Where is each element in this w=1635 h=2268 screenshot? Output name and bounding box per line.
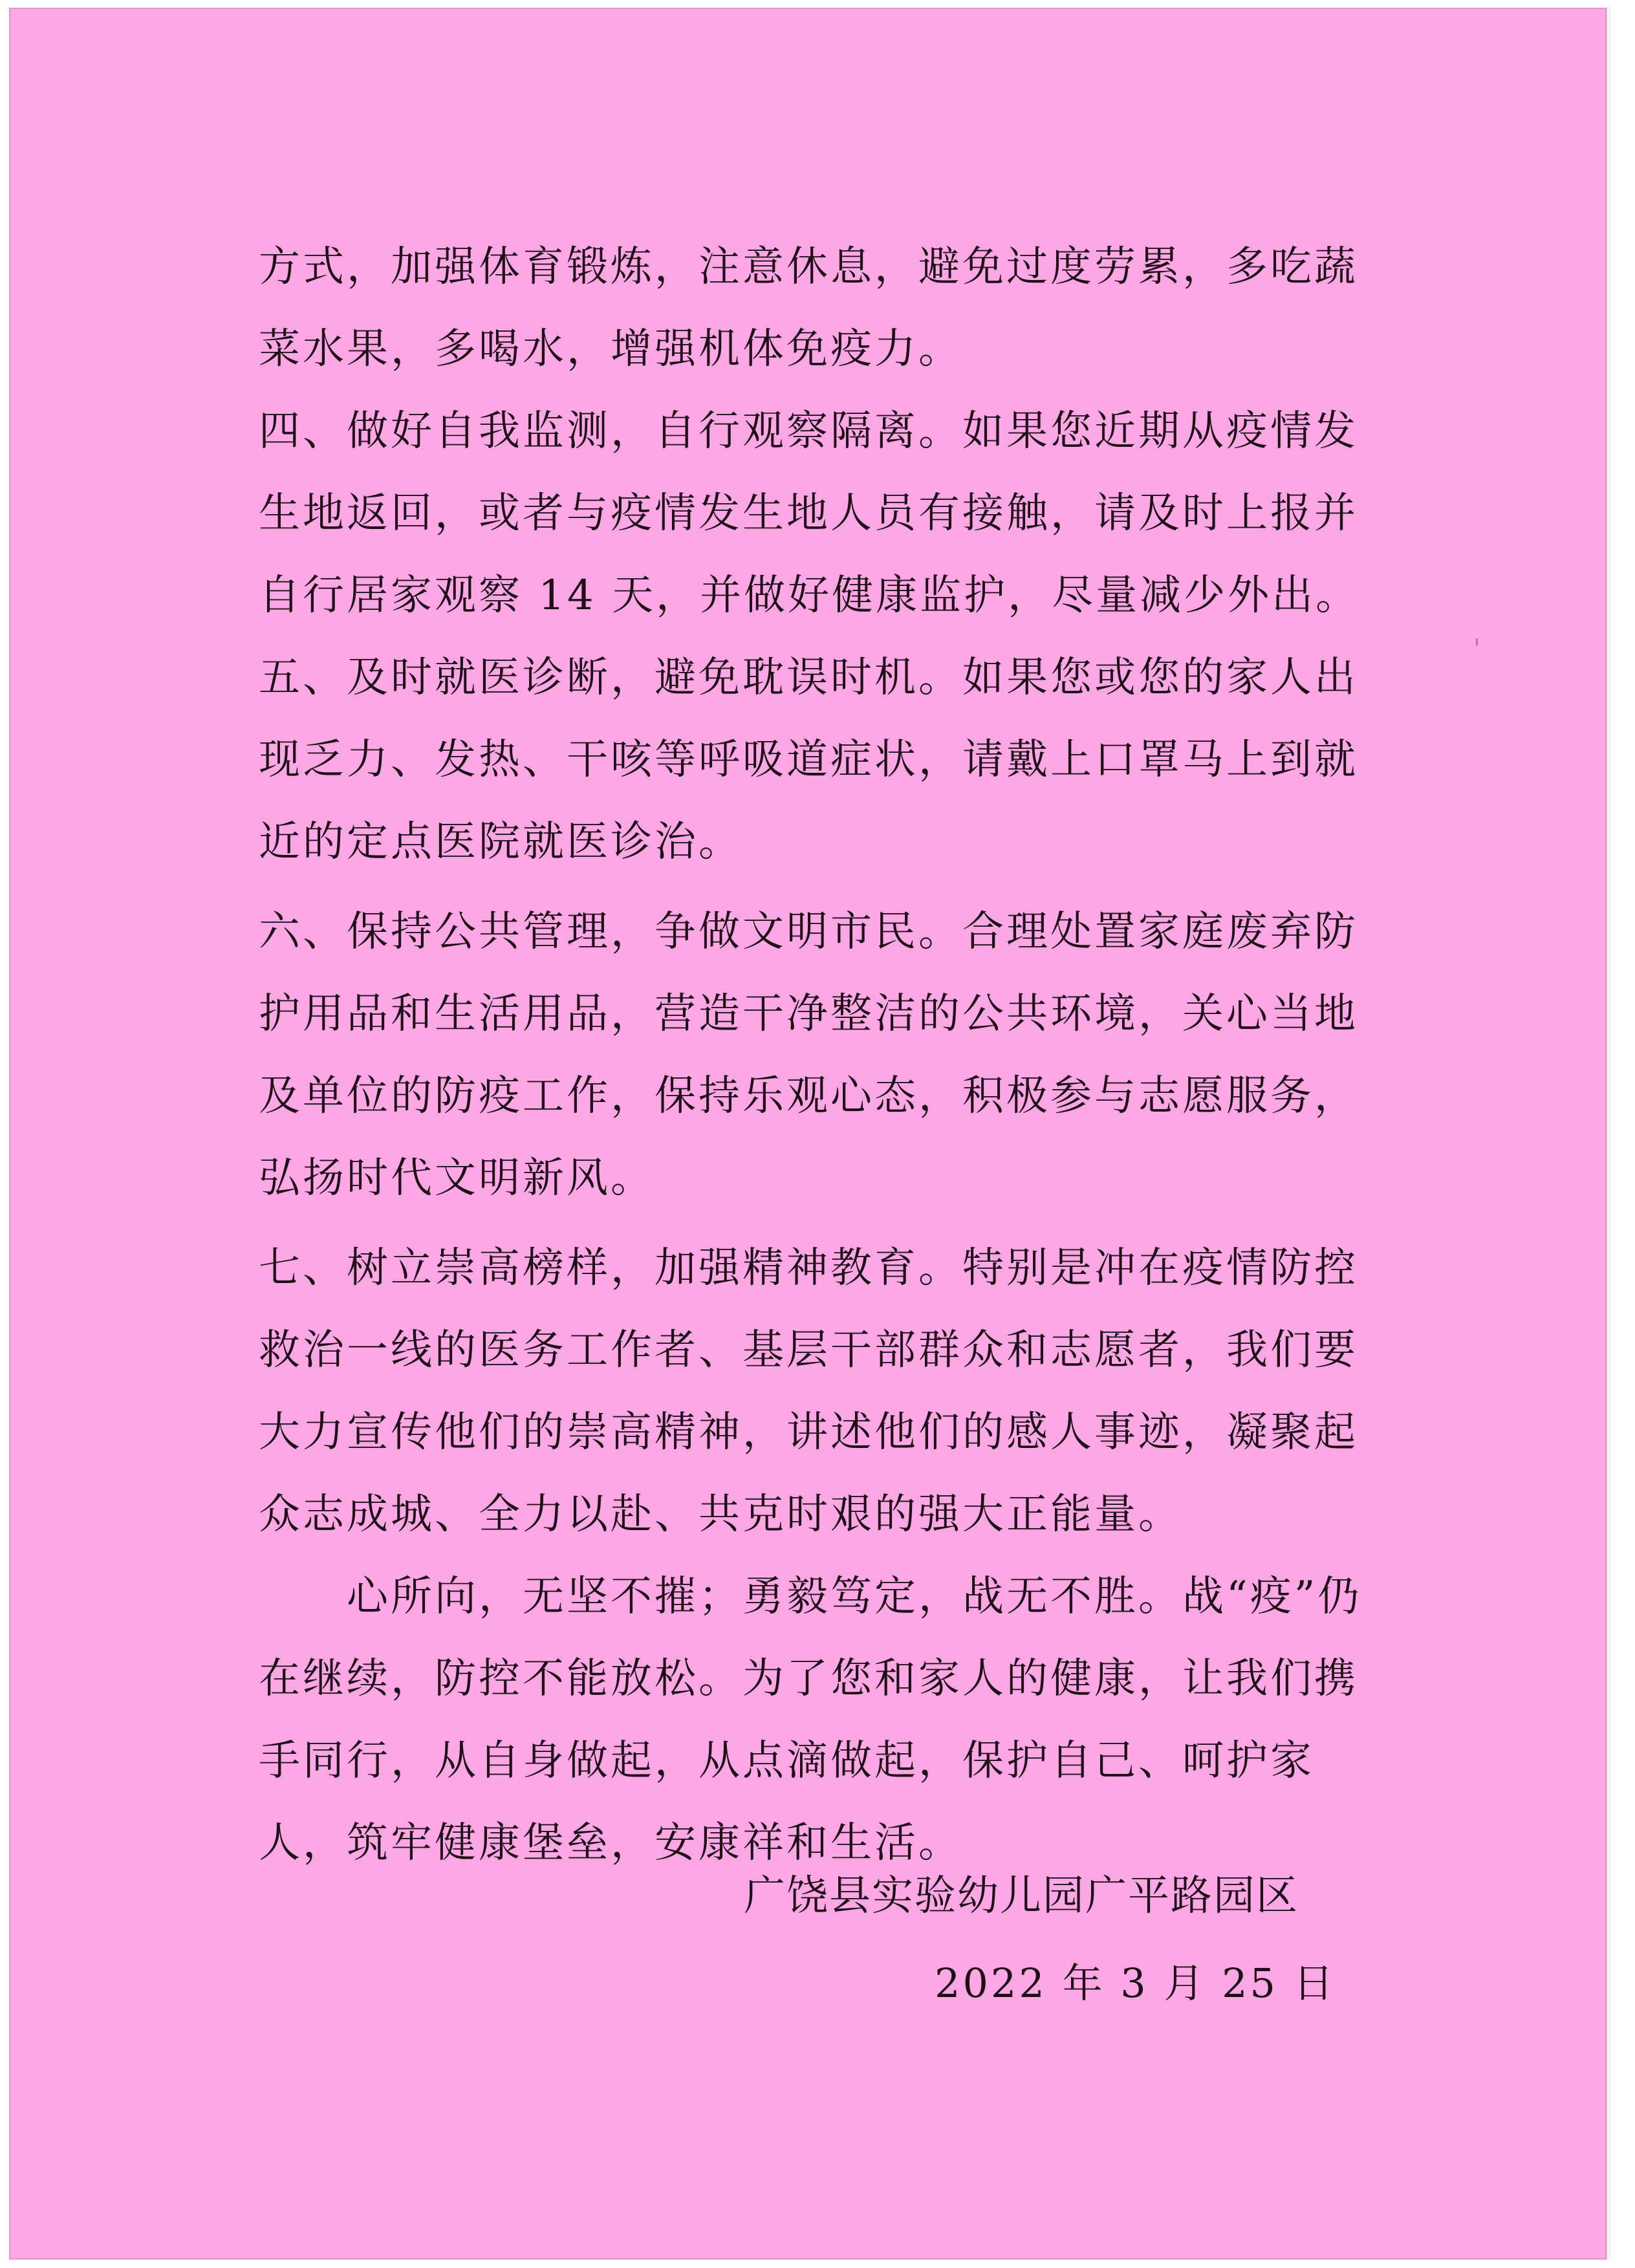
paragraph-health-habits: 方式，加强体育锻炼，注意休息，避免过度劳累，多吃蔬菜水果，多喝水，增强机体免疫力。 <box>259 243 1358 373</box>
paragraph-role-models: 七、树立崇高榜样，加强精神教育。特别是冲在疫情防控救治一线的医务工作者、基层干部群众和志愿者，我们要大力宣传他们的崇高精神，讲述他们的感人事迹，凝聚起众志成城、全力以赴、共克时艰的强大正能量。 <box>259 1244 1358 1539</box>
paragraph-self-monitoring: 四、做好自我监测，自行观察隔离。如果您近期从疫情发生地返回，或者与疫情发生地人员有接触，请及时上报并自行居家观察 14 天，并做好健康监护，尽量减少外出。 <box>259 407 1360 620</box>
paragraph-closing: 心所向，无坚不摧；勇毅笃定，战无不胜。战“疫”仍在继续，防控不能放松。为了您和家人的健康，让我们携手同行，从自身做起，从点滴做起，保护自己、呵护家人，筑牢健康堡垒，安康祥和生活。 <box>259 1573 1362 1867</box>
scan-edge <box>1607 8 1611 2260</box>
signature-date: 2022 年 3 月 25 日 <box>935 1960 1336 2007</box>
paragraph-seek-medical-care: 五、及时就医诊断，避免耽误时机。如果您或您的家人出现乏力、发热、干咳等呼吸道症状，请戴上口罩马上到就近的定点医院就医诊治。 <box>259 654 1358 866</box>
body-text <box>259 226 1397 1885</box>
scan-speck <box>1476 638 1478 645</box>
signature-organization: 广饶县实验幼儿园广平路园区 <box>744 1872 1299 1920</box>
paragraph-public-management: 六、保持公共管理，争做文明市民。合理处置家庭废弃防护用品和生活用品，营造干净整洁的公共环境，关心当地及单位的防疫工作，保持乐观心态，积极参与志愿服务，弘扬时代文明新风。 <box>259 908 1358 1202</box>
